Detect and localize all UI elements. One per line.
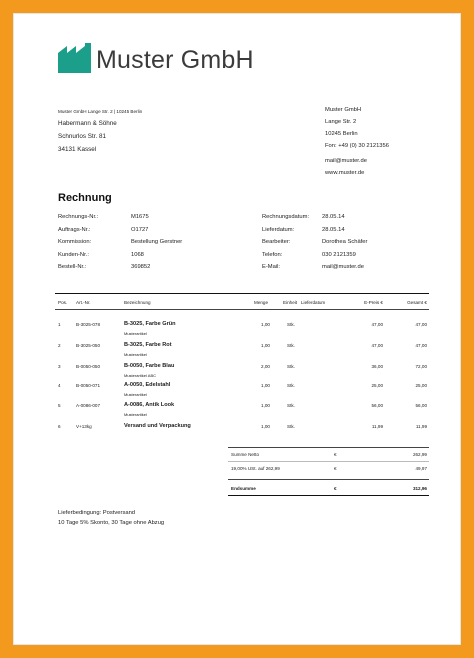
meta-right-value: 28.05.14 (322, 214, 345, 220)
row-qty: 2,00 (261, 364, 270, 369)
row-pos: 5 (58, 403, 61, 408)
vat-currency: € (334, 466, 337, 471)
row-sub: Musterartikel (124, 352, 147, 357)
factory-logo-icon (58, 43, 92, 73)
header-pos: Pos. (58, 300, 68, 305)
row-name: B-3025, Farbe Rot (124, 342, 172, 348)
row-price: 11,99 (371, 424, 383, 429)
meta-right-value: Dorothea Schäfer (322, 239, 368, 245)
row-total: 47,00 (415, 322, 427, 327)
row-total: 72,00 (415, 364, 427, 369)
row-qty: 1,00 (261, 343, 270, 348)
table-header-rule (55, 309, 429, 310)
meta-left-value: 1068 (131, 252, 144, 258)
net-label: Summe Netto (231, 452, 260, 457)
header-delivery: Lieferdatum (301, 300, 326, 305)
end-value: 312,96 (412, 486, 427, 491)
row-total: 25,00 (415, 383, 427, 388)
row-unit: Stk. (287, 403, 295, 408)
meta-left-label: Auftrags-Nr.: (58, 227, 91, 233)
sender-line-3: 10245 Berlin (325, 131, 358, 137)
row-pos: 3 (58, 364, 61, 369)
row-unit: Stk. (287, 343, 295, 348)
delivery-terms: Lieferbedingung: Postversand (58, 510, 136, 516)
row-qty: 1,00 (261, 322, 270, 327)
return-address: Muster GmbH Lange Str. 2 | 10245 Berlin (58, 109, 143, 114)
meta-left-value: O1727 (131, 227, 149, 233)
totals-top-rule (228, 447, 429, 448)
recipient-line-1: Habermann & Söhne (58, 120, 117, 127)
meta-right-value: mail@muster.de (322, 264, 364, 270)
row-name: Versand und Verpackung (124, 423, 191, 429)
row-price: 56,00 (371, 403, 383, 408)
row-qty: 1,00 (261, 383, 270, 388)
invoice-page (13, 13, 461, 645)
sender-website: www.muster.de (325, 170, 365, 176)
row-total: 56,00 (415, 403, 427, 408)
row-name: A-0050, Edelstahl (124, 382, 171, 388)
meta-right-label: Telefon: (262, 252, 283, 258)
recipient-line-2: Schnurlos Str. 81 (58, 133, 106, 140)
sender-line-2: Lange Str. 2 (325, 119, 357, 125)
row-price: 25,00 (371, 383, 383, 388)
sender-phone: Fon: +49 (0) 30 2121356 (325, 143, 389, 149)
row-pos: 1 (58, 322, 61, 327)
net-value: 262,99 (412, 452, 427, 457)
vat-label: 19,00% USt. auf 262,99 (231, 466, 280, 471)
meta-left-value: M1675 (131, 214, 149, 220)
meta-right-value: 030 2121359 (322, 252, 356, 258)
row-sub: Musterartikel ABC (124, 373, 157, 378)
end-currency: € (334, 486, 337, 491)
header-total: Gesamt € (407, 300, 427, 305)
sender-email: mail@muster.de (325, 158, 367, 164)
totals-end-rule (228, 479, 429, 480)
header-price: E-Preis € (364, 300, 383, 305)
meta-left-label: Bestell-Nr.: (58, 264, 87, 270)
vat-value: 49,97 (415, 466, 427, 471)
row-art: B-3025-050 (76, 343, 101, 348)
row-pos: 2 (58, 343, 61, 348)
row-total: 11,99 (415, 424, 427, 429)
net-currency: € (334, 452, 337, 457)
row-name: B-3025, Farbe Grün (124, 321, 176, 327)
header-qty: Menge (254, 300, 269, 305)
row-unit: Stk. (287, 322, 295, 327)
row-total: 47,00 (415, 343, 427, 348)
row-art: B-0050-050 (76, 364, 101, 369)
payment-terms: 10 Tage 5% Skonto, 30 Tage ohne Abzug (58, 520, 165, 526)
meta-right-label: E-Mail: (262, 264, 281, 270)
row-unit: Stk. (287, 364, 295, 369)
meta-left-label: Rechnungs-Nr.: (58, 214, 99, 220)
row-name: B-0050, Farbe Blau (124, 363, 175, 369)
row-price: 36,00 (371, 364, 383, 369)
row-art: A-0086-007 (76, 403, 101, 408)
header-unit: Einheit (283, 300, 298, 305)
row-art: B-3025-078 (76, 322, 101, 327)
row-pos: 4 (58, 383, 61, 388)
row-sub: Musterartikel (124, 392, 147, 397)
recipient-line-3: 34131 Kassel (58, 146, 97, 153)
row-unit: Stk. (287, 424, 295, 429)
row-name: A-0086, Antik Look (124, 402, 175, 408)
row-art: V+13kg (76, 424, 92, 429)
row-price: 47,00 (371, 343, 383, 348)
row-art: B-0050-071 (76, 383, 101, 388)
meta-left-label: Kommission: (58, 239, 92, 245)
row-price: 47,00 (371, 322, 383, 327)
totals-mid-rule (228, 461, 429, 462)
row-pos: 6 (58, 424, 61, 429)
meta-left-label: Kunden-Nr.: (58, 252, 89, 258)
row-qty: 1,00 (261, 424, 270, 429)
meta-left-value: 369852 (131, 264, 151, 270)
totals-bottom-rule (228, 495, 429, 496)
row-sub: Musterartikel (124, 412, 147, 417)
meta-right-label: Lieferdatum: (262, 227, 295, 233)
meta-right-value: 28.05.14 (322, 227, 345, 233)
sender-line-1: Muster GmbH (325, 107, 362, 113)
meta-left-value: Bestellung Gerstner (131, 239, 183, 245)
row-unit: Stk. (287, 383, 295, 388)
row-sub: Musterartikel (124, 331, 147, 336)
header-art: Art.-Nr. (76, 300, 91, 305)
company-name: Muster GmbH (96, 46, 254, 74)
row-qty: 1,00 (261, 403, 270, 408)
end-label: Endsumme (231, 486, 256, 491)
meta-right-label: Bearbeiter: (262, 239, 291, 245)
header-desc: Bezeichnung (124, 300, 151, 305)
document-title: Rechnung (58, 192, 112, 204)
table-top-rule (55, 293, 429, 294)
meta-right-label: Rechnungsdatum: (262, 214, 310, 220)
